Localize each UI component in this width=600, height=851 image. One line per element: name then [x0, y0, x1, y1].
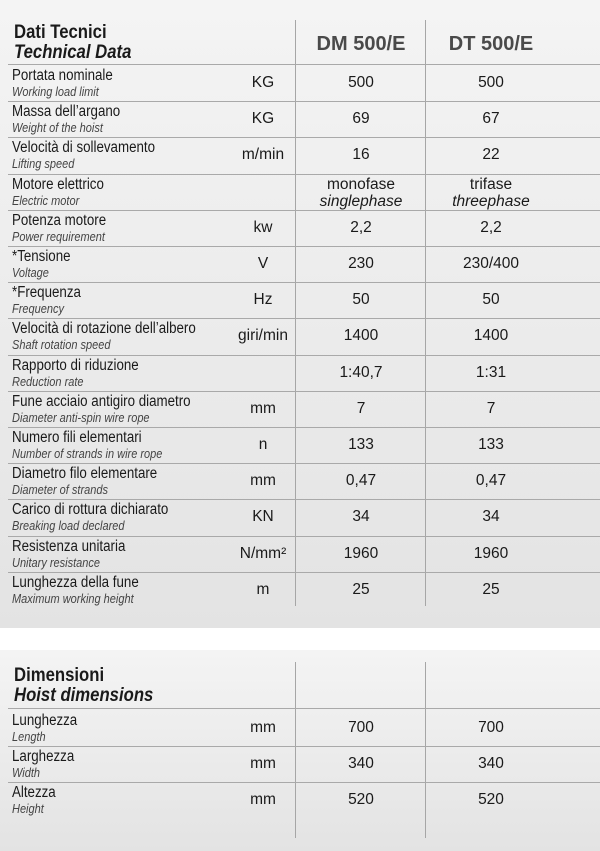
value-dm: 7 [356, 399, 366, 417]
value-dm: 69 [352, 110, 370, 128]
table-row [0, 211, 600, 247]
value-dt: 22 [482, 146, 500, 164]
value-dt: 2,2 [480, 218, 502, 236]
table-row [0, 537, 600, 573]
value-dt: 67 [482, 110, 500, 128]
table-row [0, 711, 600, 747]
row-unit: m/min [241, 146, 285, 164]
dimensions-panel [0, 650, 600, 851]
value-dm: 700 [348, 719, 374, 736]
row-unit: mm [250, 399, 276, 417]
model-header-dm: DM 500/E [316, 33, 406, 55]
row-label-it: Carico di rottura dichiarato [12, 501, 169, 519]
row-label-en: Weight of the hoist [12, 121, 103, 136]
value-dt: 25 [482, 580, 500, 598]
row-divider [8, 64, 600, 65]
value-dt: 0,47 [475, 472, 507, 490]
row-label-en: Shaft rotation speed [12, 338, 111, 353]
row-label-en: Power requirement [12, 229, 105, 244]
row-label-it: Numero fili elementari [12, 429, 142, 446]
row-unit: mm [250, 791, 276, 809]
value-dt: 50 [482, 291, 500, 309]
table-row [0, 66, 600, 102]
row-label-en: Unitary resistance [12, 555, 101, 570]
value-dt: 1960 [473, 544, 509, 562]
section-subtitle: Technical Data [14, 42, 132, 63]
row-label-it: Larghezza [12, 748, 75, 766]
row-unit: mm [250, 755, 276, 773]
row-label-en: Number of strands in wire rope [12, 447, 163, 461]
table-row [0, 573, 600, 609]
value-dm: 1400 [343, 327, 379, 345]
value-dm: 0,47 [345, 472, 377, 490]
row-label-it: Altezza [12, 784, 56, 802]
table-row [0, 747, 600, 783]
row-unit: mm [250, 472, 276, 490]
value-dt: 340 [478, 755, 504, 773]
row-unit: n [258, 436, 268, 453]
table-row [0, 247, 600, 283]
row-unit: m [256, 580, 270, 598]
row-unit: Hz [253, 291, 273, 309]
table-row [0, 356, 600, 392]
row-label-en: Maximum working height [12, 591, 134, 606]
value-dt: 230/400 [462, 255, 520, 272]
row-label-en: Diameter anti-spin wire rope [12, 410, 150, 425]
row-label-it: *Frequenza [12, 284, 81, 302]
row-unit: KG [251, 74, 275, 91]
value-dt: 34 [482, 508, 500, 526]
value-dt: 1400 [473, 327, 509, 345]
row-divider [8, 708, 600, 709]
row-label-en: Height [12, 802, 44, 817]
row-unit: V [257, 255, 269, 272]
section-title: Dimensioni [14, 665, 105, 686]
row-label-en: Frequency [12, 302, 64, 317]
value-dm: 16 [352, 146, 370, 164]
row-label-it: Fune acciaio antigiro diametro [12, 392, 191, 410]
row-label-it: Lunghezza [12, 712, 78, 729]
row-label-it: Resistenza unitaria [12, 537, 126, 555]
table-row [0, 319, 600, 355]
row-unit: KN [252, 508, 274, 526]
row-label-en: Width [12, 766, 41, 781]
value-dm: 230 [348, 255, 374, 272]
row-unit: N/mm² [239, 544, 287, 562]
row-unit: mm [250, 719, 276, 736]
row-label-it: Velocità di rotazione dell’albero [12, 320, 196, 338]
table-row [0, 428, 600, 464]
value-dm: 1:40,7 [339, 363, 383, 381]
table-row [0, 102, 600, 138]
table-row [0, 175, 600, 211]
row-label-it: *Tensione [12, 248, 71, 265]
model-header-dt: DT 500/E [448, 33, 534, 55]
value-dm: 520 [348, 791, 374, 809]
row-label-en: Reduction rate [12, 374, 84, 389]
value-dt: 7 [486, 399, 496, 417]
row-label-it: Portata nominale [12, 67, 113, 84]
row-label-en: Length [12, 730, 46, 744]
value-dt: 1:31 [475, 363, 507, 381]
row-label-it: Motore elettrico [12, 175, 104, 193]
table-row [0, 500, 600, 536]
value-dm: 340 [348, 755, 374, 773]
table-row [0, 392, 600, 428]
table-row [0, 283, 600, 319]
row-unit: kw [253, 218, 273, 236]
value-dm: monofase singlephase [319, 175, 403, 210]
row-label-en: Voltage [12, 266, 49, 280]
panel-gap [0, 628, 600, 650]
value-dt: 500 [478, 74, 504, 91]
table-row [0, 783, 600, 819]
value-dt: trifase threephase [452, 175, 530, 210]
row-label-it: Lunghezza della fune [12, 573, 139, 591]
value-dm: 1960 [343, 544, 379, 562]
value-dm: 25 [352, 580, 370, 598]
row-label-it: Rapporto di riduzione [12, 356, 139, 374]
row-label-it: Massa dell’argano [12, 103, 121, 121]
value-dm: 34 [352, 508, 370, 526]
table-row [0, 464, 600, 500]
row-unit: KG [251, 110, 275, 128]
row-label-it: Velocità di sollevamento [12, 139, 156, 157]
row-label-it: Potenza motore [12, 211, 107, 229]
row-label-en: Lifting speed [12, 157, 75, 172]
section-title: Dati Tecnici [14, 22, 107, 43]
row-label-it: Diametro filo elementare [12, 465, 158, 483]
value-dm: 500 [348, 74, 374, 91]
row-unit: giri/min [238, 327, 288, 345]
row-label-en: Breaking load declared [12, 519, 125, 534]
row-label-en: Working load limit [12, 85, 99, 99]
table-row [0, 138, 600, 174]
value-dm: 2,2 [350, 218, 372, 236]
row-label-en: Diameter of strands [12, 483, 108, 498]
section-subtitle: Hoist dimensions [14, 685, 154, 706]
row-label-en: Electric motor [12, 193, 80, 208]
value-dm: 50 [352, 291, 370, 309]
value-dt: 520 [478, 791, 504, 809]
value-dt: 133 [478, 436, 504, 453]
value-dt: 700 [478, 719, 504, 736]
value-dm: 133 [348, 436, 374, 453]
